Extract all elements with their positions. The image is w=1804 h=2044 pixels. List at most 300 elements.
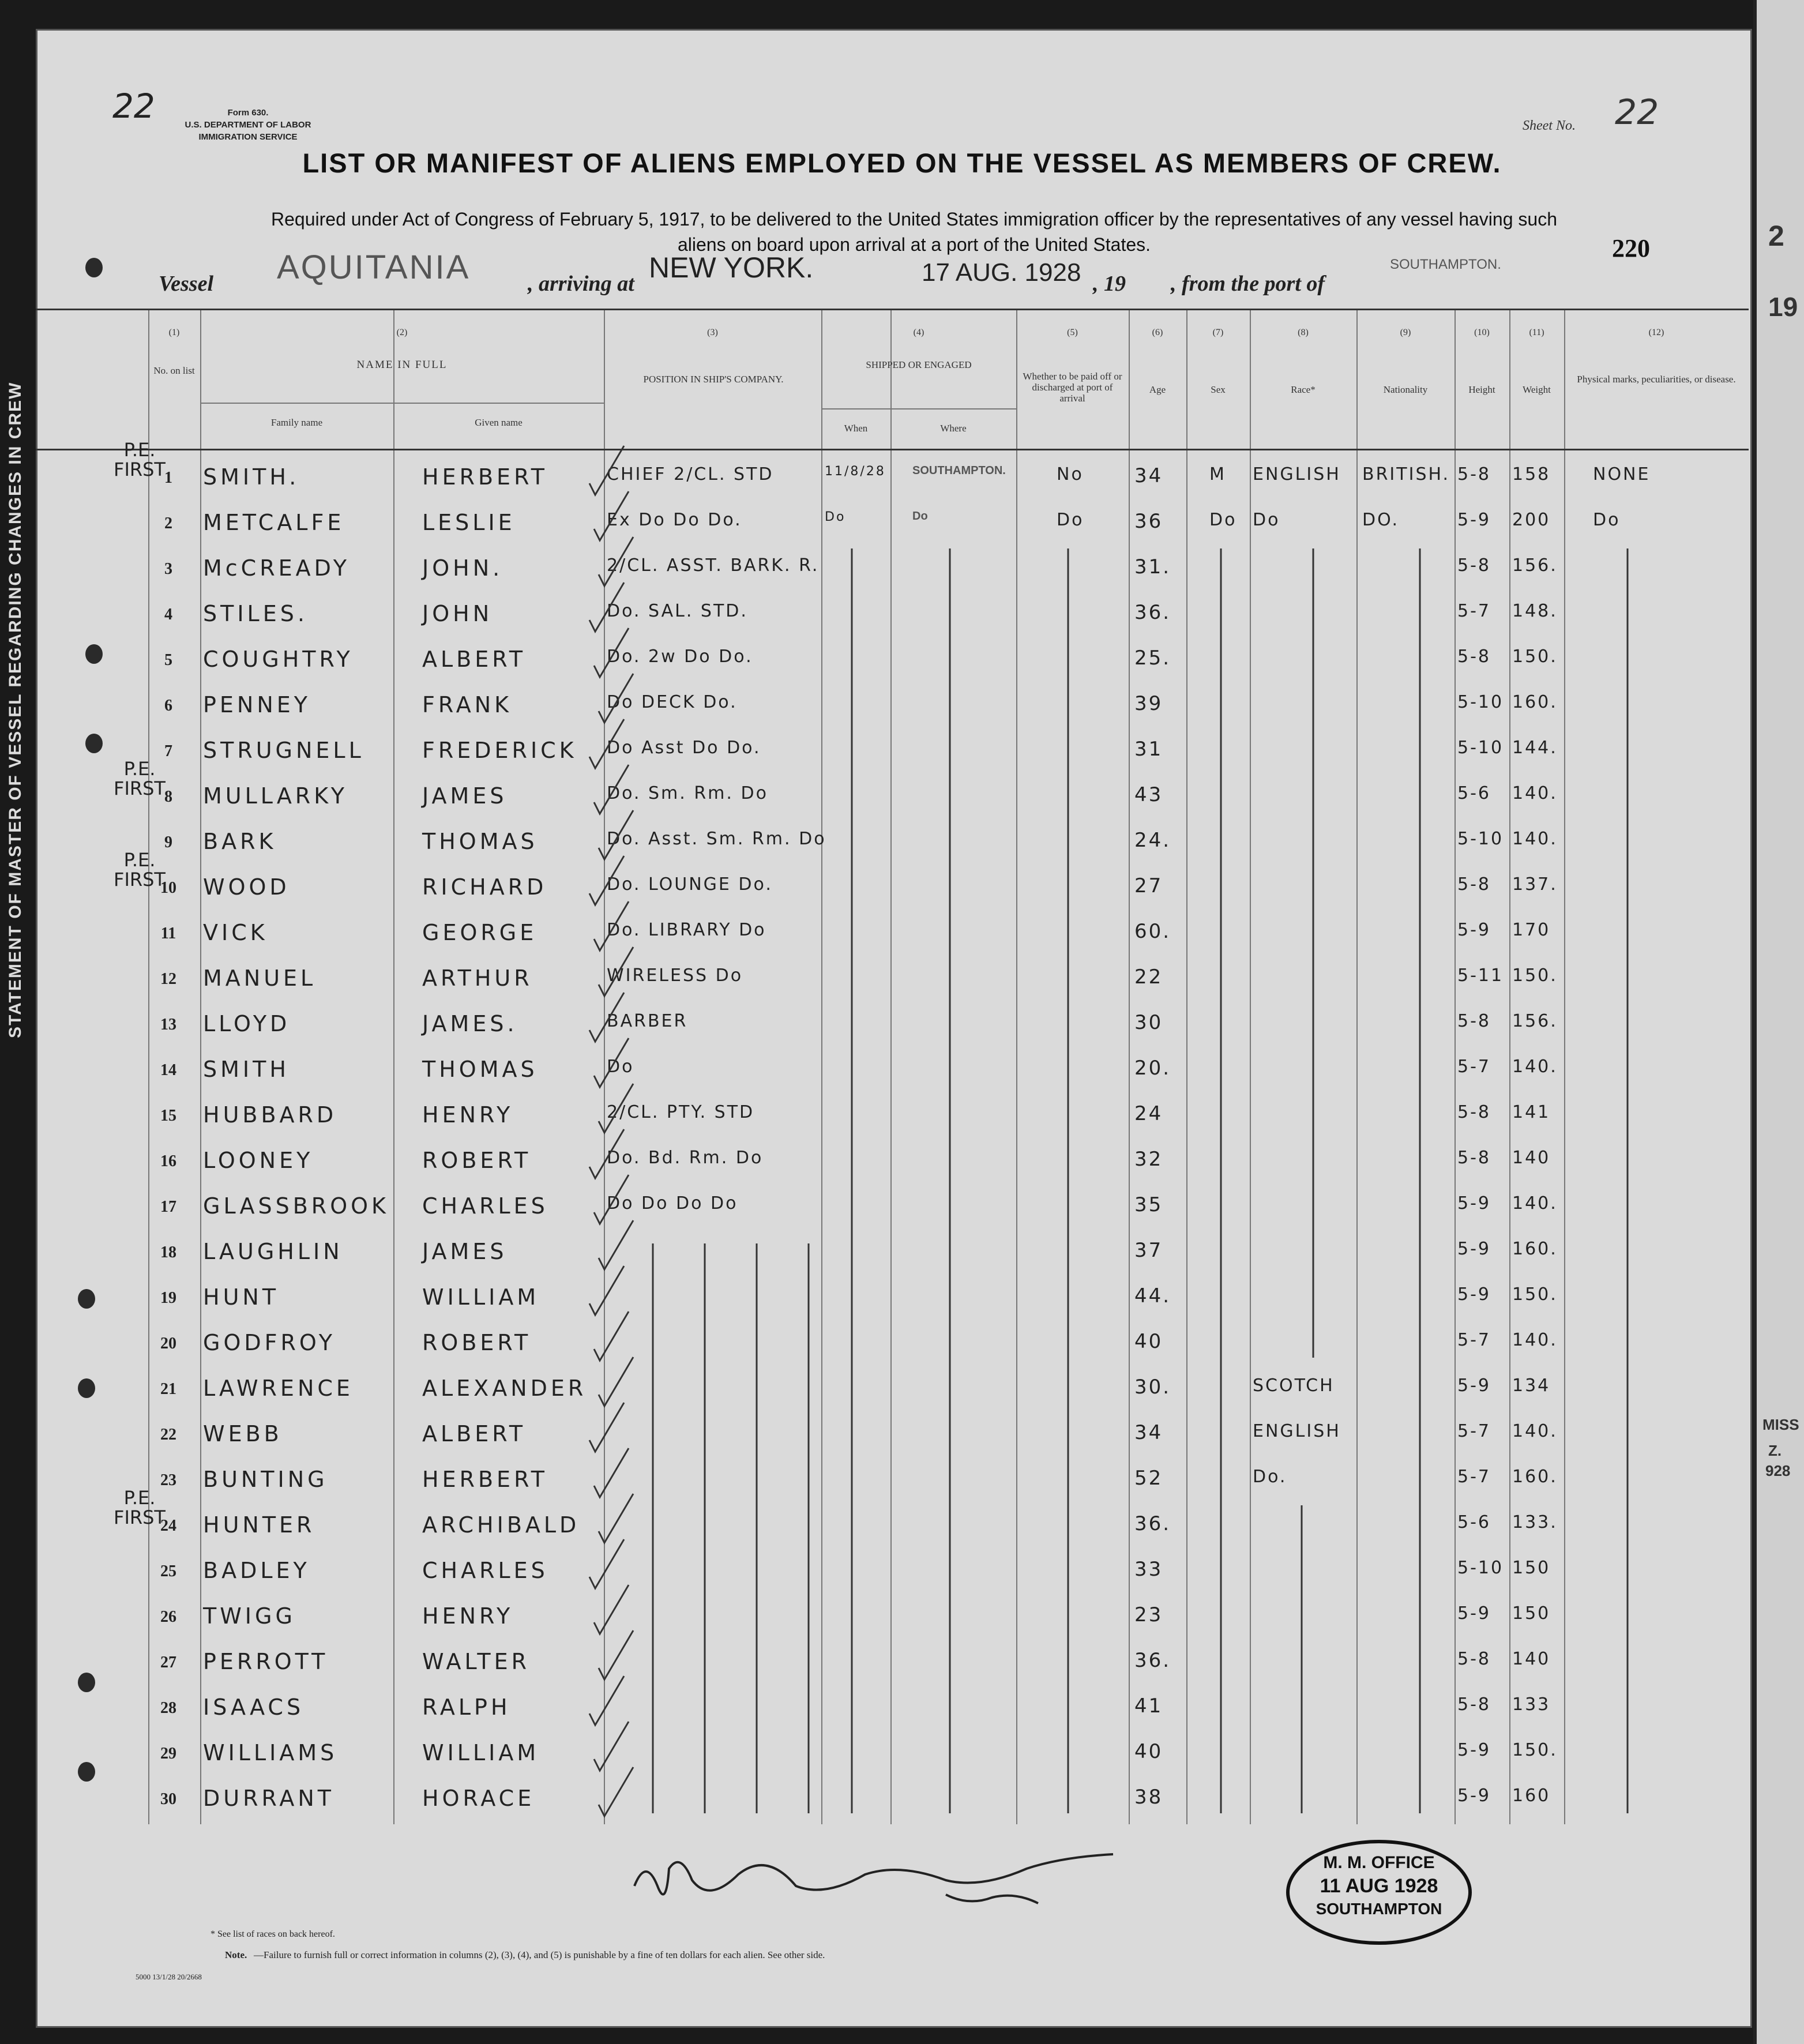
check-mark [594, 1585, 629, 1634]
check-mark [589, 1676, 624, 1725]
cell-height: 5-7 [1457, 1330, 1491, 1350]
cell-no: 9 [164, 833, 172, 851]
cell-family: LAWRENCE [203, 1376, 354, 1401]
cell-weight: 150 [1512, 1558, 1551, 1578]
cell-family: MANUEL [203, 965, 317, 991]
check-mark [589, 1539, 624, 1588]
check-mark [589, 446, 624, 495]
cell-no: 29 [160, 1745, 176, 1763]
cell-weight: 158 [1512, 464, 1551, 484]
cell-age: 60. [1134, 920, 1171, 943]
cell-family: GODFROY [203, 1330, 336, 1355]
cell-given: GEORGE [422, 920, 538, 945]
cell-given: JAMES. [422, 1011, 518, 1036]
check-mark [599, 1630, 633, 1679]
cell-race: ENGLISH [1253, 464, 1341, 484]
cell-given: ARCHIBALD [422, 1512, 580, 1538]
cell-no: 15 [160, 1107, 176, 1125]
check-mark [594, 765, 629, 814]
pe-first-note: P.E. FIRST [114, 439, 166, 480]
cell-race: Do. [1253, 1467, 1287, 1487]
col-num-1: (1) [168, 328, 180, 337]
edge-fragment: 19 [1768, 292, 1798, 322]
cell-age: 34 [1134, 464, 1163, 487]
cell-height: 5-6 [1457, 1512, 1491, 1532]
cell-weight: 160 [1512, 1786, 1551, 1806]
cell-height: 5-8 [1457, 464, 1491, 484]
check-mark [599, 674, 633, 723]
cell-height: 5-9 [1457, 1239, 1491, 1259]
cell-family: DURRANT [203, 1786, 335, 1811]
cell-age: 36. [1134, 601, 1171, 624]
check-mark [594, 491, 629, 540]
cell-family: SMITH. [203, 464, 300, 490]
cell-age: 24 [1134, 1102, 1163, 1125]
header-when: When [844, 423, 868, 434]
cell-family: PERROTT [203, 1649, 329, 1674]
cell-height: 5-7 [1457, 1421, 1491, 1441]
cell-family: WILLIAMS [203, 1740, 338, 1765]
col-num-10: (10) [1474, 328, 1490, 337]
cell-weight: 140. [1512, 1421, 1558, 1441]
cell-race: SCOTCH [1253, 1376, 1335, 1396]
cell-no: 16 [160, 1152, 176, 1170]
cell-no: 23 [160, 1471, 176, 1489]
check-mark [594, 1722, 629, 1771]
col-num-12: (12) [1648, 328, 1664, 337]
cell-weight: 150 [1512, 1603, 1551, 1624]
cell-weight: 133. [1512, 1512, 1558, 1532]
print-code: 5000 13/1/28 20/2668 [136, 1972, 202, 1981]
ditto-and-check-marks [36, 310, 1749, 1824]
cell-given: JAMES [422, 1239, 508, 1264]
cell-age: 27 [1134, 874, 1163, 897]
check-mark [599, 537, 633, 586]
cell-weight: 134 [1512, 1376, 1551, 1396]
pe-first-note: P.E. FIRST [114, 758, 166, 799]
col-num-11: (11) [1529, 328, 1544, 337]
cell-no: 6 [164, 697, 172, 715]
cell-when: Do [825, 510, 846, 524]
cell-given: WILLIAM [422, 1740, 540, 1765]
cell-nationality: BRITISH. [1362, 464, 1450, 484]
cell-weight: 137. [1512, 874, 1558, 895]
cell-no: 28 [160, 1699, 176, 1717]
cell-height: 5-10 [1457, 829, 1504, 849]
master-signature [623, 1846, 1130, 1915]
cell-race: ENGLISH [1253, 1421, 1341, 1441]
cell-family: WEBB [203, 1421, 283, 1446]
header-race: Race* [1291, 384, 1316, 395]
page-title: LIST OR MANIFEST OF ALIENS EMPLOYED ON THE VESSEL AS MEMBERS OF CREW. [302, 148, 1502, 178]
cell-age: 40 [1134, 1330, 1163, 1353]
header-family-name: Family name [270, 417, 323, 428]
col-num-9: (9) [1400, 328, 1411, 337]
cell-weight: 150. [1512, 1284, 1558, 1305]
cell-no: 19 [160, 1289, 176, 1307]
stamp-line-1: M. M. OFFICE [1323, 1853, 1435, 1872]
header-where: Where [940, 423, 967, 434]
cell-age: 22 [1134, 965, 1163, 989]
cell-family: HUBBARD [203, 1102, 337, 1128]
cell-position: Do DECK Do. [607, 692, 738, 712]
check-mark [589, 1266, 624, 1315]
cell-given: ALBERT [422, 1421, 527, 1446]
cell-marks: Do [1593, 510, 1621, 530]
edge-fragment: 928 [1765, 1462, 1791, 1479]
cell-family: BARK [203, 829, 277, 854]
check-mark [589, 1403, 624, 1452]
requirement-line-2: aliens on board upon arrival at a port of the United States. [677, 234, 1151, 255]
cell-height: 5-8 [1457, 555, 1491, 576]
cell-given: ROBERT [422, 1148, 532, 1173]
cell-weight: 148. [1512, 601, 1558, 621]
col-num-2: (2) [396, 328, 408, 337]
cell-no: 13 [160, 1016, 176, 1034]
cell-age: 31. [1134, 555, 1171, 578]
cell-given: JOHN. [422, 555, 503, 581]
cell-position: BARBER [607, 1011, 688, 1031]
check-mark [589, 719, 624, 768]
cell-given: WALTER [422, 1649, 531, 1674]
cell-weight: 150. [1512, 647, 1558, 667]
cell-given: FREDERICK [422, 738, 577, 763]
cell-given: WILLIAM [422, 1284, 540, 1310]
cell-weight: 160. [1512, 1467, 1558, 1487]
cell-weight: 141 [1512, 1102, 1551, 1122]
cell-no: 3 [164, 560, 172, 578]
cell-nationality: DO. [1362, 510, 1400, 530]
cell-family: STRUGNELL [203, 738, 364, 763]
header-no-on-list: No. on list [153, 365, 195, 376]
cell-height: 5-8 [1457, 874, 1491, 895]
cell-family: WOOD [203, 874, 290, 900]
cell-age: 38 [1134, 1786, 1163, 1809]
cell-weight: 140. [1512, 829, 1558, 849]
cell-position: CHIEF 2/CL. STD [607, 464, 774, 484]
col-num-5: (5) [1067, 328, 1078, 337]
cell-given: CHARLES [422, 1193, 548, 1219]
cell-no: 26 [160, 1608, 176, 1626]
cell-where: SOUTHAMPTON. [912, 464, 1006, 477]
cell-weight: 160. [1512, 1239, 1558, 1259]
cell-age: 32 [1134, 1148, 1163, 1171]
cell-family: LAUGHLIN [203, 1239, 343, 1264]
check-mark [594, 1038, 629, 1087]
cell-height: 5-10 [1457, 1558, 1504, 1578]
check-mark [599, 1220, 633, 1269]
cell-height: 5-8 [1457, 647, 1491, 667]
cell-no: 10 [160, 879, 176, 897]
col-num-4: (4) [913, 328, 924, 337]
cell-age: 52 [1134, 1467, 1163, 1490]
header-nationality: Nationality [1383, 384, 1428, 395]
cell-weight: 160. [1512, 692, 1558, 712]
cell-given: LESLIE [422, 510, 516, 535]
check-mark [594, 1448, 629, 1497]
cell-age: 20. [1134, 1057, 1171, 1080]
header-shipped: SHIPPED OR ENGAGED [866, 359, 972, 370]
cell-family: PENNEY [203, 692, 311, 717]
check-mark [594, 1312, 629, 1361]
requirement-line-1: Required under Act of Congress of February 5, 1917, to be delivered to the United States immigration officer by the representatives of any vessel having such [271, 209, 1557, 230]
margin-statement-text: STATEMENT OF MASTER OF VESSEL REGARDING CHANGES IN CREW [6, 381, 25, 1038]
cell-height: 5-9 [1457, 920, 1491, 940]
cell-position: 2/CL. ASST. BARK. R. [607, 555, 820, 576]
cell-where: Do [912, 510, 928, 523]
cell-no: 7 [164, 742, 172, 760]
header-position: POSITION IN SHIP'S COMPANY. [643, 374, 784, 385]
cell-age: 36 [1134, 510, 1163, 533]
cell-position: Do Asst Do Do. [607, 738, 761, 758]
cell-weight: 140 [1512, 1148, 1551, 1168]
cell-no: 30 [160, 1790, 176, 1808]
cell-weight: 140. [1512, 1193, 1558, 1213]
cell-age: 33 [1134, 1558, 1163, 1581]
cell-position: Do. Asst. Sm. Rm. Do [607, 829, 826, 849]
cell-age: 30. [1134, 1376, 1171, 1399]
check-mark [599, 1084, 633, 1133]
cell-height: 5-7 [1457, 601, 1491, 621]
cell-weight: 133 [1512, 1694, 1551, 1715]
cell-given: HORACE [422, 1786, 535, 1811]
cell-given: HENRY [422, 1102, 514, 1128]
check-mark [599, 947, 633, 996]
cell-weight: 140. [1512, 783, 1558, 803]
cell-no: 17 [160, 1198, 176, 1216]
cell-no: 18 [160, 1243, 176, 1261]
vessel-label: Vessel [159, 272, 213, 296]
cell-height: 5-10 [1457, 738, 1504, 758]
cell-given: CHARLES [422, 1558, 548, 1583]
cell-age: 34 [1134, 1421, 1163, 1444]
cell-height: 5-9 [1457, 1786, 1491, 1806]
cell-position: Do [607, 1057, 634, 1077]
cell-height: 5-8 [1457, 1011, 1491, 1031]
sheet-count-handwritten: 22 [112, 87, 155, 126]
cell-no: 14 [160, 1061, 176, 1079]
stamp-line-2: 11 AUG 1928 [1320, 1875, 1438, 1897]
cell-age: 36. [1134, 1649, 1171, 1672]
cell-age: 31 [1134, 738, 1163, 761]
header-sex: Sex [1211, 384, 1226, 395]
cell-weight: 140. [1512, 1330, 1558, 1350]
cell-family: HUNTER [203, 1512, 315, 1538]
header-paid-off: Whether to be paid off or discharged at port of arrival [1023, 371, 1122, 404]
cell-sex: M [1209, 464, 1226, 484]
check-mark [589, 583, 624, 632]
signature-stroke [623, 1846, 1130, 1915]
cell-height: 5-8 [1457, 1148, 1491, 1168]
cell-position: Do. LIBRARY Do [607, 920, 766, 940]
year-prefix: , 19 [1093, 272, 1126, 296]
check-mark [594, 628, 629, 677]
cell-height: 5-9 [1457, 1193, 1491, 1213]
cell-age: 39 [1134, 692, 1163, 715]
cell-given: RALPH [422, 1694, 511, 1720]
header-weight: Weight [1523, 384, 1551, 395]
cell-no: 21 [160, 1380, 176, 1398]
cell-height: 5-9 [1457, 1603, 1491, 1624]
cell-family: GLASSBROOK [203, 1193, 389, 1219]
arriving-port: NEW YORK. [649, 251, 814, 284]
cell-height: 5-9 [1457, 510, 1491, 530]
edge-fragment: Z. [1768, 1442, 1782, 1459]
check-mark [599, 1357, 633, 1406]
cell-given: HENRY [422, 1603, 514, 1629]
check-mark [599, 1767, 633, 1816]
cell-height: 5-7 [1457, 1467, 1491, 1487]
mm-office-stamp [1286, 1840, 1472, 1945]
cell-age: 24. [1134, 829, 1171, 852]
cell-no: 20 [160, 1335, 176, 1352]
cell-weight: 150. [1512, 965, 1558, 986]
cell-given: THOMAS [422, 1057, 538, 1082]
cell-family: LLOYD [203, 1011, 291, 1036]
note-label: Note. [225, 1949, 247, 1960]
cell-height: 5-8 [1457, 1102, 1491, 1122]
cell-weight: 140. [1512, 1057, 1558, 1077]
check-mark [599, 1494, 633, 1543]
cell-given: JOHN [422, 601, 493, 626]
race-note: * See list of races on back hereof. [211, 1929, 335, 1939]
col-num-3: (3) [707, 328, 718, 337]
header-height: Height [1468, 384, 1495, 395]
cell-no: 8 [164, 788, 172, 806]
cell-no: 25 [160, 1562, 176, 1580]
check-mark [589, 856, 624, 905]
from-port-label: , from the port of [1171, 272, 1325, 296]
cell-position: Do. 2w Do Do. [607, 647, 753, 667]
cell-weight: 156. [1512, 555, 1558, 576]
binder-hole [85, 258, 103, 277]
cell-marks: NONE [1593, 464, 1651, 484]
cell-height: 5-6 [1457, 783, 1491, 803]
cell-age: 35 [1134, 1193, 1163, 1216]
cell-family: HUNT [203, 1284, 280, 1310]
cell-family: McCREADY [203, 555, 351, 581]
cell-age: 37 [1134, 1239, 1163, 1262]
cell-position: Do Do Do Do [607, 1193, 738, 1213]
cell-family: ISAACS [203, 1694, 305, 1720]
cell-position: Do. SAL. STD. [607, 601, 748, 621]
cell-family: SMITH [203, 1057, 290, 1082]
cell-position: Do. Sm. Rm. Do [607, 783, 768, 803]
cell-height: 5-10 [1457, 692, 1504, 712]
cell-family: TWIGG [203, 1603, 296, 1629]
cell-age: 41 [1134, 1694, 1163, 1718]
cell-position: WIRELESS Do [607, 965, 743, 986]
cell-given: RICHARD [422, 874, 547, 900]
cell-weight: 140 [1512, 1649, 1551, 1669]
cell-no: 12 [160, 970, 176, 988]
cell-height: 5-8 [1457, 1649, 1491, 1669]
adjacent-page-edge [1753, 0, 1804, 2044]
cell-given: ALBERT [422, 647, 527, 672]
cell-family: BADLEY [203, 1558, 310, 1583]
vessel-name: AQUITANIA [277, 249, 471, 286]
cell-when: 11/8/28 [825, 464, 886, 479]
cell-family: LOONEY [203, 1148, 314, 1173]
cell-given: HERBERT [422, 1467, 548, 1492]
arriving-label: , arriving at [528, 272, 634, 296]
cell-height: 5-9 [1457, 1376, 1491, 1396]
check-mark [589, 993, 624, 1042]
cell-no: 24 [160, 1517, 176, 1535]
cell-age: 43 [1134, 783, 1163, 806]
cell-family: METCALFE [203, 510, 345, 535]
cell-height: 5-7 [1457, 1057, 1491, 1077]
cell-family: COUGHTRY [203, 647, 354, 672]
page-reference: 220 [1612, 234, 1650, 262]
check-mark [589, 1129, 624, 1178]
cell-given: HERBERT [422, 464, 548, 490]
departure-port: SOUTHAMPTON. [1390, 257, 1501, 272]
check-mark [594, 901, 629, 950]
header-physical-marks: Physical marks, peculiarities, or disease. [1577, 374, 1736, 385]
form-number: Form 630. [227, 108, 269, 118]
check-mark [599, 810, 633, 859]
col-num-7: (7) [1212, 328, 1224, 337]
cell-sex: Do [1209, 510, 1237, 530]
cell-family: VICK [203, 920, 268, 945]
cell-family: BUNTING [203, 1467, 328, 1492]
cell-paid: No [1057, 464, 1084, 484]
cell-position: Do. Bd. Rm. Do [607, 1148, 764, 1168]
cell-no: 22 [160, 1426, 176, 1444]
cell-age: 44. [1134, 1284, 1171, 1307]
edge-fragment: MISS [1762, 1416, 1799, 1433]
cell-given: FRANK [422, 692, 513, 717]
cell-no: 2 [164, 514, 172, 532]
cell-height: 5-9 [1457, 1284, 1491, 1305]
sheet-number: 22 [1615, 92, 1659, 133]
cell-weight: 144. [1512, 738, 1558, 758]
cell-given: ROBERT [422, 1330, 532, 1355]
crew-manifest-table [36, 309, 1749, 1824]
cell-given: ARTHUR [422, 965, 533, 991]
cell-age: 40 [1134, 1740, 1163, 1763]
sheet-label: Sheet No. [1523, 118, 1576, 133]
cell-height: 5-9 [1457, 1740, 1491, 1760]
arrival-date-stamp: 17 AUG. 1928 [922, 258, 1081, 287]
col-num-6: (6) [1152, 328, 1163, 337]
cell-weight: 150. [1512, 1740, 1558, 1760]
cell-no: 11 [160, 925, 176, 942]
pe-first-note: P.E. FIRST [114, 849, 166, 891]
service: IMMIGRATION SERVICE [198, 132, 298, 142]
form-header [161, 107, 335, 143]
cell-family: STILES. [203, 601, 308, 626]
check-mark [594, 1175, 629, 1224]
cell-weight: 200 [1512, 510, 1551, 530]
cell-given: ALEXANDER [422, 1376, 587, 1401]
cell-race: Do [1253, 510, 1280, 530]
header-age: Age [1149, 384, 1166, 395]
cell-no: 5 [164, 651, 172, 669]
cell-given: THOMAS [422, 829, 538, 854]
cell-no: 4 [164, 606, 172, 623]
cell-no: 27 [160, 1654, 176, 1671]
edge-fragment: 2 [1768, 220, 1784, 252]
cell-age: 30 [1134, 1011, 1163, 1034]
cell-position: 2/CL. PTY. STD [607, 1102, 755, 1122]
stamp-line-3: SOUTHAMPTON [1316, 1900, 1442, 1918]
cell-given: JAMES [422, 783, 508, 809]
cell-age: 23 [1134, 1603, 1163, 1626]
cell-paid: Do [1057, 510, 1084, 530]
cell-position: Do. LOUNGE Do. [607, 874, 773, 895]
